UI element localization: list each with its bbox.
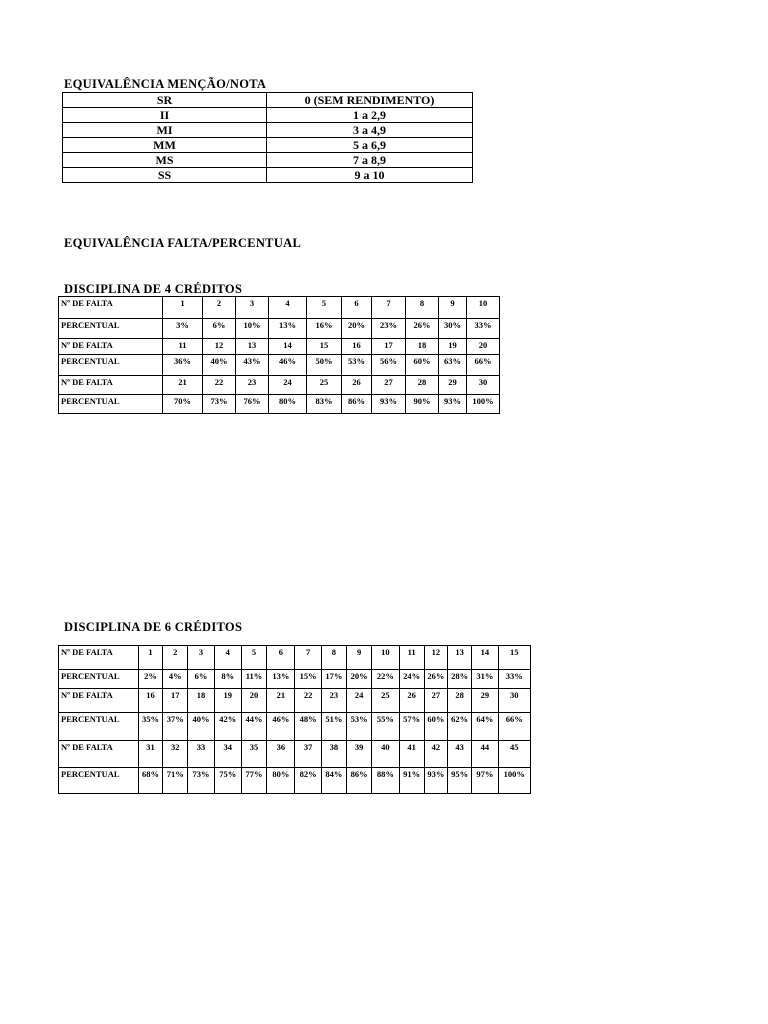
value-cell: 36 (267, 741, 295, 768)
value-cell: 11 (163, 339, 203, 355)
value-cell: 20% (347, 670, 372, 689)
value-cell: 22 (203, 376, 236, 395)
value-cell: 6% (203, 319, 236, 339)
value-cell: 66% (467, 355, 500, 376)
table-row (59, 339, 500, 355)
value-cell: 3 (236, 297, 269, 319)
mencao-cell: MI (63, 123, 267, 138)
value-cell: 5 (307, 297, 342, 319)
value-cell: 50% (307, 355, 342, 376)
value-cell: 37% (163, 713, 188, 741)
value-cell: 83% (307, 395, 342, 414)
value-cell: 18 (188, 689, 214, 713)
value-cell: 1 (138, 646, 162, 670)
value-cell: 25 (307, 376, 342, 395)
value-cell: 100% (498, 768, 530, 794)
value-cell: 41 (399, 741, 424, 768)
value-cell: 62% (448, 713, 472, 741)
mencao-cell: MS (63, 153, 267, 168)
value-cell: 93% (439, 395, 467, 414)
value-cell: 56% (372, 355, 406, 376)
value-cell: 88% (372, 768, 399, 794)
table-row (59, 689, 531, 713)
falta-title: EQUIVALÊNCIA FALTA/PERCENTUAL (64, 236, 302, 250)
mencao-cell: SR (63, 93, 267, 108)
value-cell: 63% (439, 355, 467, 376)
table-row (59, 768, 531, 794)
value-cell: 76% (236, 395, 269, 414)
value-cell: 9 (439, 297, 467, 319)
nota-cell: 0 (SEM RENDIMENTO) (267, 93, 473, 108)
value-cell: 46% (269, 355, 307, 376)
table-row (59, 670, 531, 689)
value-cell: 20 (467, 339, 500, 355)
table-row (59, 355, 500, 376)
value-cell: 60% (406, 355, 439, 376)
value-cell: 86% (347, 768, 372, 794)
mencao-title: EQUIVALÊNCIA MENÇÃO/NOTA (64, 77, 267, 91)
value-cell: 35% (138, 713, 162, 741)
value-cell: 19 (214, 689, 241, 713)
row-label: PERCENTUAL (59, 319, 163, 339)
mencao-row (63, 123, 473, 138)
mencao-row (63, 108, 473, 123)
value-cell: 20% (342, 319, 372, 339)
value-cell: 30 (467, 376, 500, 395)
value-cell: 4% (163, 670, 188, 689)
value-cell: 36% (163, 355, 203, 376)
value-cell: 28 (448, 689, 472, 713)
value-cell: 68% (138, 768, 162, 794)
value-cell: 40 (372, 741, 399, 768)
value-cell: 17% (321, 670, 346, 689)
value-cell: 6 (342, 297, 372, 319)
value-cell: 86% (342, 395, 372, 414)
value-cell: 26% (424, 670, 447, 689)
value-cell: 13 (236, 339, 269, 355)
value-cell: 26% (406, 319, 439, 339)
mencao-cell: MM (63, 138, 267, 153)
row-label: PERCENTUAL (59, 395, 163, 414)
value-cell: 12 (424, 646, 447, 670)
value-cell: 12 (203, 339, 236, 355)
value-cell: 16% (307, 319, 342, 339)
value-cell: 75% (214, 768, 241, 794)
value-cell: 35 (241, 741, 266, 768)
value-cell: 40% (203, 355, 236, 376)
value-cell: 33% (467, 319, 500, 339)
row-label: Nº DE FALTA (59, 689, 139, 713)
nota-cell: 7 a 8,9 (267, 153, 473, 168)
table-row (59, 741, 531, 768)
value-cell: 51% (321, 713, 346, 741)
row-label: Nº DE FALTA (59, 376, 163, 395)
value-cell: 23 (321, 689, 346, 713)
value-cell: 21 (267, 689, 295, 713)
value-cell: 80% (267, 768, 295, 794)
value-cell: 46% (267, 713, 295, 741)
value-cell: 6% (188, 670, 214, 689)
row-label: Nº DE FALTA (59, 297, 163, 319)
value-cell: 26 (342, 376, 372, 395)
value-cell: 8% (214, 670, 241, 689)
value-cell: 22 (295, 689, 321, 713)
mencao-row (63, 168, 473, 183)
value-cell: 45 (498, 741, 530, 768)
value-cell: 37 (295, 741, 321, 768)
value-cell: 28% (448, 670, 472, 689)
mencao-cell: SS (63, 168, 267, 183)
table-row (59, 395, 500, 414)
mencao-row (63, 138, 473, 153)
value-cell: 24 (347, 689, 372, 713)
mencao-cell: II (63, 108, 267, 123)
value-cell: 44 (472, 741, 498, 768)
value-cell: 38 (321, 741, 346, 768)
value-cell: 80% (269, 395, 307, 414)
value-cell: 10% (236, 319, 269, 339)
value-cell: 17 (163, 689, 188, 713)
value-cell: 95% (448, 768, 472, 794)
value-cell: 15 (307, 339, 342, 355)
value-cell: 43 (448, 741, 472, 768)
value-cell: 3% (163, 319, 203, 339)
value-cell: 53% (342, 355, 372, 376)
value-cell: 2 (163, 646, 188, 670)
value-cell: 73% (203, 395, 236, 414)
value-cell: 29 (472, 689, 498, 713)
value-cell: 29 (439, 376, 467, 395)
value-cell: 13 (448, 646, 472, 670)
value-cell: 71% (163, 768, 188, 794)
value-cell: 14 (472, 646, 498, 670)
value-cell: 53% (347, 713, 372, 741)
value-cell: 14 (269, 339, 307, 355)
value-cell: 15% (295, 670, 321, 689)
value-cell: 60% (424, 713, 447, 741)
value-cell: 16 (138, 689, 162, 713)
value-cell: 77% (241, 768, 266, 794)
value-cell: 8 (321, 646, 346, 670)
value-cell: 97% (472, 768, 498, 794)
value-cell: 25 (372, 689, 399, 713)
value-cell: 3 (188, 646, 214, 670)
value-cell: 43% (236, 355, 269, 376)
row-label: PERCENTUAL (59, 355, 163, 376)
value-cell: 90% (406, 395, 439, 414)
row-label: Nº DE FALTA (59, 741, 139, 768)
value-cell: 18 (406, 339, 439, 355)
disc6-title: DISCIPLINA DE 6 CRÉDITOS (64, 620, 243, 634)
value-cell: 48% (295, 713, 321, 741)
value-cell: 9 (347, 646, 372, 670)
nota-cell: 1 a 2,9 (267, 108, 473, 123)
value-cell: 13% (269, 319, 307, 339)
value-cell: 93% (372, 395, 406, 414)
row-label: Nº DE FALTA (59, 339, 163, 355)
value-cell: 16 (342, 339, 372, 355)
nota-cell: 5 a 6,9 (267, 138, 473, 153)
value-cell: 44% (241, 713, 266, 741)
value-cell: 2% (138, 670, 162, 689)
value-cell: 91% (399, 768, 424, 794)
value-cell: 66% (498, 713, 530, 741)
value-cell: 21 (163, 376, 203, 395)
value-cell: 39 (347, 741, 372, 768)
mencao-row (63, 153, 473, 168)
mencao-row (63, 93, 473, 108)
value-cell: 26 (399, 689, 424, 713)
value-cell: 31 (138, 741, 162, 768)
value-cell: 30% (439, 319, 467, 339)
table-row (59, 297, 500, 319)
value-cell: 13% (267, 670, 295, 689)
table-row (59, 376, 500, 395)
value-cell: 22% (372, 670, 399, 689)
value-cell: 10 (372, 646, 399, 670)
value-cell: 2 (203, 297, 236, 319)
value-cell: 31% (472, 670, 498, 689)
value-cell: 40% (188, 713, 214, 741)
value-cell: 23 (236, 376, 269, 395)
value-cell: 82% (295, 768, 321, 794)
value-cell: 4 (214, 646, 241, 670)
value-cell: 15 (498, 646, 530, 670)
mencao-table (62, 92, 473, 183)
value-cell: 30 (498, 689, 530, 713)
value-cell: 42 (424, 741, 447, 768)
row-label: PERCENTUAL (59, 713, 139, 741)
value-cell: 20 (241, 689, 266, 713)
value-cell: 57% (399, 713, 424, 741)
row-label: PERCENTUAL (59, 768, 139, 794)
value-cell: 11% (241, 670, 266, 689)
value-cell: 93% (424, 768, 447, 794)
value-cell: 24 (269, 376, 307, 395)
value-cell: 27 (372, 376, 406, 395)
value-cell: 7 (372, 297, 406, 319)
value-cell: 7 (295, 646, 321, 670)
row-label: Nº DE FALTA (59, 646, 139, 670)
value-cell: 100% (467, 395, 500, 414)
value-cell: 84% (321, 768, 346, 794)
value-cell: 32 (163, 741, 188, 768)
value-cell: 11 (399, 646, 424, 670)
value-cell: 6 (267, 646, 295, 670)
value-cell: 64% (472, 713, 498, 741)
table-row (59, 713, 531, 741)
value-cell: 55% (372, 713, 399, 741)
disc4-table (58, 296, 500, 414)
value-cell: 28 (406, 376, 439, 395)
value-cell: 42% (214, 713, 241, 741)
table-row (59, 646, 531, 670)
value-cell: 23% (372, 319, 406, 339)
value-cell: 73% (188, 768, 214, 794)
value-cell: 70% (163, 395, 203, 414)
value-cell: 10 (467, 297, 500, 319)
value-cell: 33 (188, 741, 214, 768)
value-cell: 19 (439, 339, 467, 355)
value-cell: 33% (498, 670, 530, 689)
value-cell: 4 (269, 297, 307, 319)
nota-cell: 9 a 10 (267, 168, 473, 183)
value-cell: 8 (406, 297, 439, 319)
disc6-table (58, 645, 531, 794)
value-cell: 17 (372, 339, 406, 355)
value-cell: 27 (424, 689, 447, 713)
row-label: PERCENTUAL (59, 670, 139, 689)
disc4-title: DISCIPLINA DE 4 CRÉDITOS (64, 282, 243, 296)
value-cell: 24% (399, 670, 424, 689)
value-cell: 1 (163, 297, 203, 319)
value-cell: 5 (241, 646, 266, 670)
table-row (59, 319, 500, 339)
value-cell: 34 (214, 741, 241, 768)
nota-cell: 3 a 4,9 (267, 123, 473, 138)
